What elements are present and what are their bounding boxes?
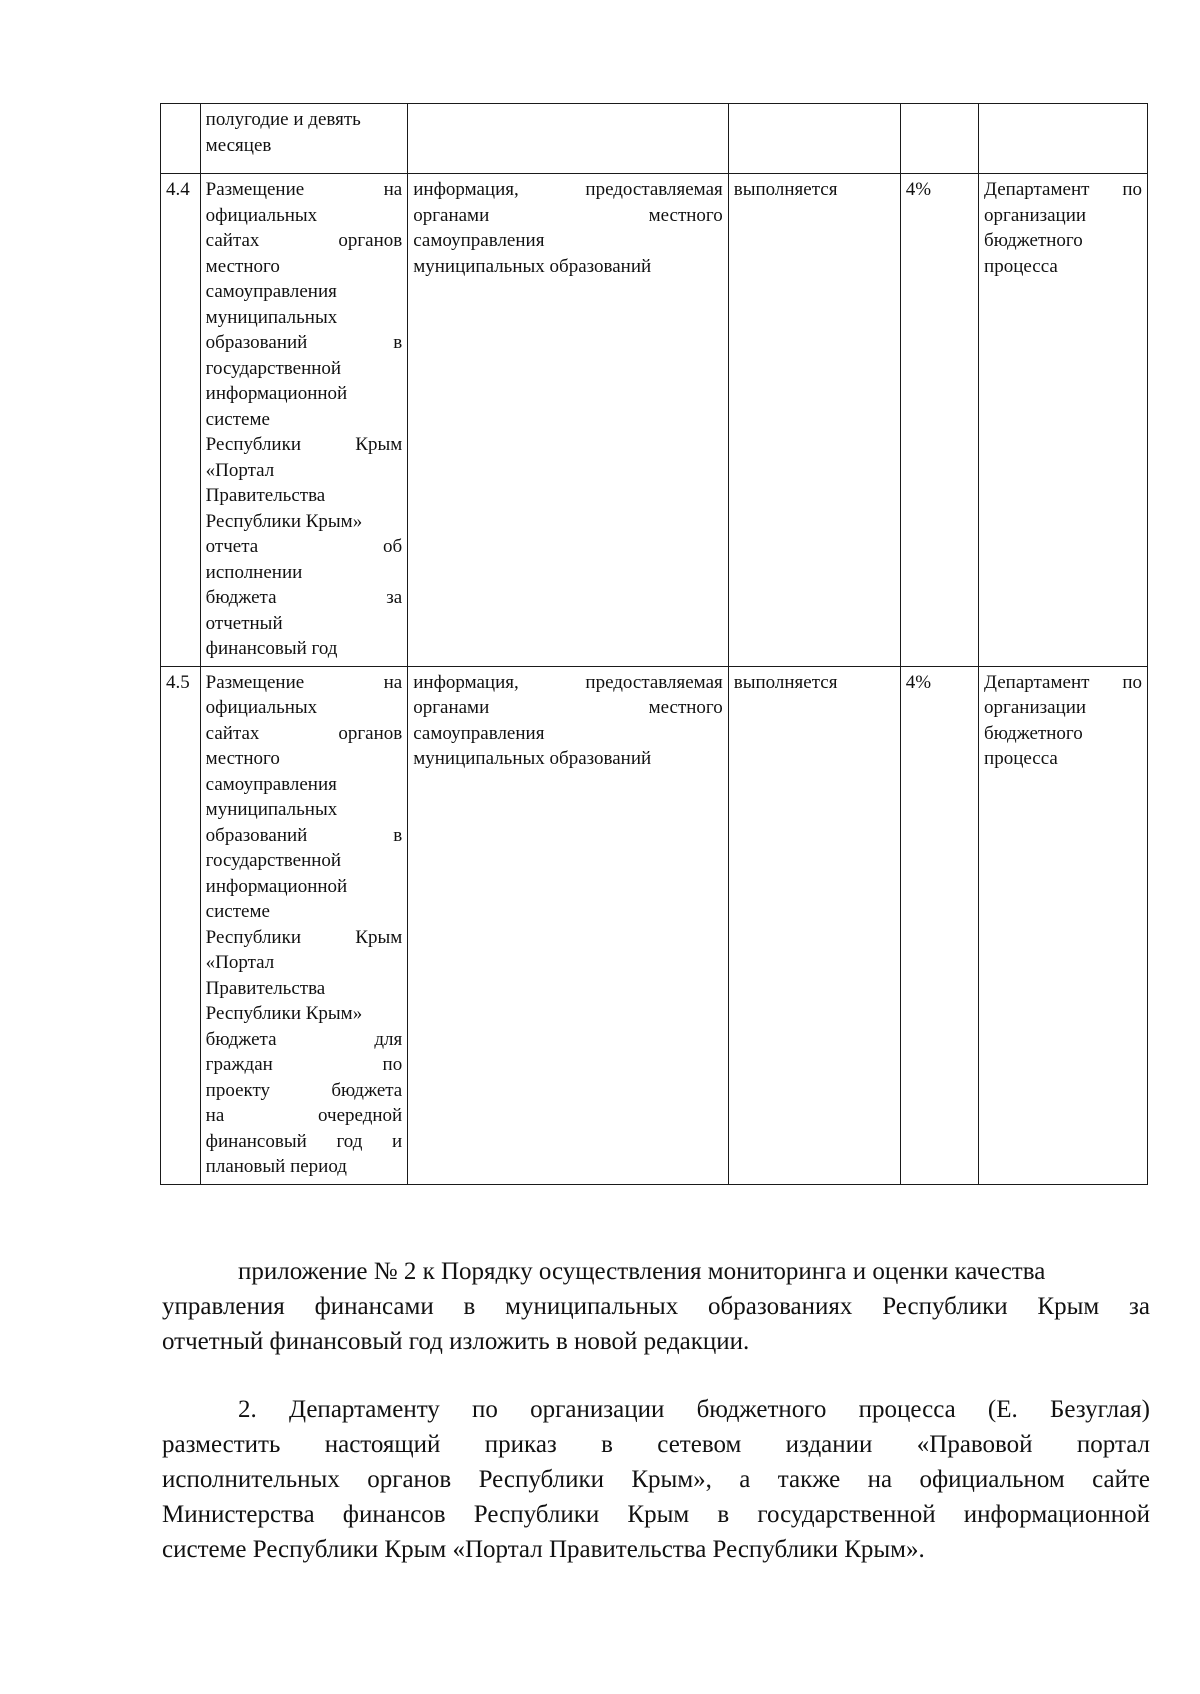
text-line: граждан по: [205, 1054, 403, 1075]
text-line: бюджетного: [984, 230, 1083, 251]
text-line: разместить настоящий приказ в сетевом издании «Правовой портал: [162, 1431, 1150, 1458]
text-line: финансовый год: [205, 638, 338, 659]
paragraph-appendix-note: [162, 1254, 1150, 1359]
text-line: организации: [984, 697, 1087, 718]
text-line: Министерства финансов Республики Крым в государственной информационной: [162, 1501, 1150, 1528]
text-line: Размещение на: [205, 671, 403, 693]
text-line: системе: [205, 408, 270, 430]
cell-info-source: [408, 666, 729, 1184]
cell-number: 4.5: [161, 666, 201, 1184]
cell-info-source: [408, 174, 729, 667]
cell-indicator-name: [200, 174, 408, 667]
text-line: муниципальных: [205, 306, 338, 328]
text-line: процесса: [984, 255, 1058, 277]
text-line: муниципальных образований: [413, 748, 652, 769]
text-line: органами местного: [413, 204, 723, 226]
table-row: [161, 666, 1148, 1184]
table-row-continued: [161, 104, 1148, 174]
text-line: образований в: [205, 332, 403, 353]
text-line: самоуправления: [205, 281, 337, 302]
cell-responsible: [979, 174, 1148, 667]
cell-status: выполняется: [728, 666, 900, 1184]
cell-indicator-name: [200, 666, 408, 1184]
text-line: муниципальных образований: [413, 255, 652, 277]
text-line: исполнении: [205, 561, 303, 583]
text-line: приложение № 2 к Порядку осуществления мониторинга и оценки качества: [238, 1258, 1046, 1285]
text-line: официальных: [205, 204, 318, 226]
text-line: месяцев: [205, 134, 272, 156]
monitoring-table: [160, 103, 1148, 1185]
text-line: образований в: [205, 824, 403, 846]
text-line: информационной: [205, 875, 348, 897]
text-line: информационной: [205, 383, 348, 404]
text-line: государственной: [205, 850, 342, 871]
text-line: сайтах органов: [205, 722, 403, 744]
text-line: информация, предоставляемая: [413, 179, 723, 200]
paragraph-department-instruction: [162, 1392, 1150, 1567]
cell-weight: 4%: [900, 174, 978, 667]
text-line: на очередной: [205, 1105, 403, 1126]
text-line: Правительства: [205, 485, 326, 506]
text-line: Республики Крым»: [205, 510, 363, 532]
text-line: бюджета для: [205, 1028, 403, 1050]
text-line: местного: [205, 748, 280, 769]
text-line: муниципальных: [205, 799, 338, 820]
text-line: полугодие и девять: [205, 109, 361, 130]
cell-info-source: [408, 104, 729, 174]
cell-weight: 4%: [900, 666, 978, 1184]
text-line: бюджета за: [205, 587, 403, 608]
text-line: органами местного: [413, 697, 723, 718]
text-line: отчетный: [205, 612, 283, 634]
text-line: системе Республики Крым «Портал Правительства Республики Крым».: [162, 1536, 925, 1563]
text-line: 2. Департаменту по организации бюджетного процесса (Е. Безуглая): [238, 1396, 1150, 1423]
text-line: организации: [984, 204, 1087, 226]
text-line: плановый период: [205, 1156, 347, 1177]
text-line: официальных: [205, 697, 318, 718]
cell-number: 4.4: [161, 174, 201, 667]
text-line: исполнительных органов Республики Крым», а также на официальном сайте: [162, 1466, 1150, 1493]
text-line: системе: [205, 901, 270, 922]
text-line: «Портал: [205, 459, 275, 481]
text-line: Республики Крым: [205, 926, 403, 948]
text-line: Департамент по: [984, 671, 1142, 693]
cell-number: [161, 104, 201, 174]
table-row: [161, 174, 1148, 667]
text-line: Республики Крым: [205, 434, 403, 455]
text-line: «Портал: [205, 952, 275, 973]
text-line: проекту бюджета: [205, 1079, 403, 1101]
text-line: самоуправления: [205, 773, 337, 795]
text-line: самоуправления: [413, 230, 545, 251]
text-line: Правительства: [205, 977, 326, 999]
text-line: бюджетного: [984, 722, 1083, 744]
text-line: Департамент по: [984, 179, 1142, 200]
cell-weight: [900, 104, 978, 174]
text-line: управления финансами в муниципальных образованиях Республики Крым за: [162, 1293, 1150, 1320]
text-line: государственной: [205, 357, 342, 379]
cell-responsible: [979, 666, 1148, 1184]
text-line: отчетный финансовый год изложить в новой редакции.: [162, 1328, 750, 1355]
text-line: отчета об: [205, 536, 403, 557]
text-line: Республики Крым»: [205, 1003, 363, 1024]
cell-indicator-name: [200, 104, 408, 174]
text-line: сайтах органов: [205, 230, 403, 251]
text-line: информация, предоставляемая: [413, 671, 723, 693]
text-line: финансовый год и: [205, 1130, 403, 1152]
cell-responsible: [979, 104, 1148, 174]
text-line: Размещение на: [205, 179, 403, 200]
text-line: местного: [205, 255, 280, 277]
text-line: самоуправления: [413, 722, 545, 744]
cell-status: выполняется: [728, 174, 900, 667]
cell-status: [728, 104, 900, 174]
text-line: процесса: [984, 748, 1058, 769]
